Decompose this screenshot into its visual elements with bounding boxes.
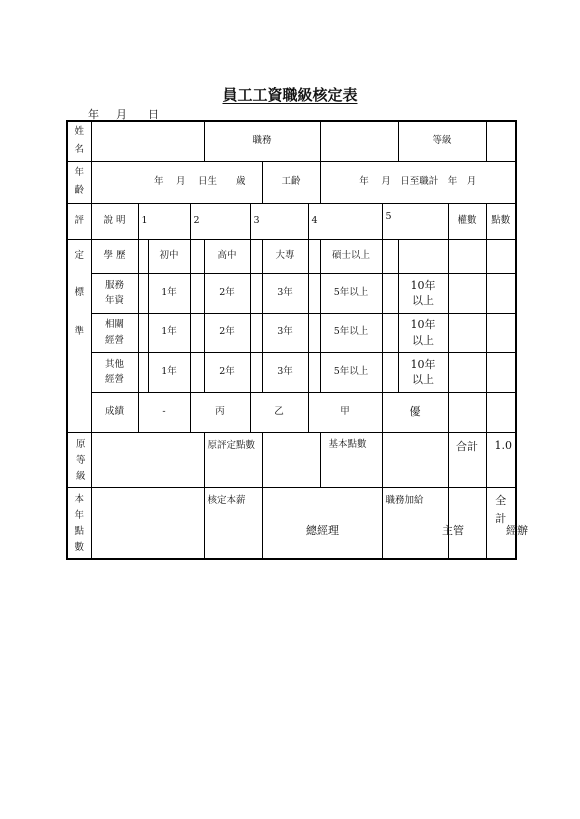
other-box-1[interactable] <box>138 352 148 392</box>
other-points[interactable] <box>486 352 516 392</box>
related-level-3: 3年 <box>262 313 308 352</box>
education-box-2[interactable] <box>190 239 204 273</box>
education-level-1: 初中 <box>148 239 190 273</box>
criteria-side-label-4: 準 <box>67 313 91 352</box>
gm-signature-label: 總經理 <box>306 524 339 537</box>
related-box-5[interactable] <box>382 313 398 352</box>
related-level-5: 10年以上 <box>398 313 448 352</box>
birth-date-text: 年 月 日生 歲 <box>91 161 262 203</box>
education-box-3[interactable] <box>250 239 262 273</box>
related-box-4[interactable] <box>308 313 320 352</box>
service-points[interactable] <box>486 273 516 313</box>
name-field[interactable] <box>91 121 204 161</box>
criteria-header-row <box>67 203 516 239</box>
footer-row-original <box>67 432 516 487</box>
other-exp-label: 其他經營 <box>91 352 138 392</box>
service-box-4[interactable] <box>308 273 320 313</box>
criteria-side-spacer-2 <box>67 392 91 432</box>
other-weight[interactable] <box>448 352 486 392</box>
seniority-text: 年 月 日至職計 年 月 <box>320 161 516 203</box>
performance-level-3: 乙 <box>250 392 308 432</box>
age-label: 年齡 <box>67 161 91 203</box>
service-level-5: 10年以上 <box>398 273 448 313</box>
supervisor-signature-label: 主管 <box>442 524 464 537</box>
criteria-side-label-3: 標 <box>67 273 91 313</box>
related-level-1: 1年 <box>148 313 190 352</box>
position-bonus-label: 職務加給 <box>382 487 448 559</box>
other-level-5: 10年以上 <box>398 352 448 392</box>
education-level-3: 大專 <box>262 239 308 273</box>
other-level-1: 1年 <box>148 352 190 392</box>
service-box-3[interactable] <box>250 273 262 313</box>
education-level-4: 碩士以上 <box>320 239 382 273</box>
weight-header: 權數 <box>448 203 486 239</box>
orig-grade-field[interactable] <box>91 432 204 487</box>
education-level-2: 高中 <box>204 239 250 273</box>
form-date-line: 年 月 日 <box>88 108 159 121</box>
level-5-header: 5 <box>382 203 448 239</box>
related-level-4: 5年以上 <box>320 313 382 352</box>
level-4-header: 4 <box>308 203 382 239</box>
education-label: 學 歷 <box>91 239 138 273</box>
base-points-field[interactable] <box>382 432 448 487</box>
related-box-1[interactable] <box>138 313 148 352</box>
criteria-row-other <box>67 352 516 392</box>
total-label: 合計 <box>448 432 486 487</box>
other-level-3: 3年 <box>262 352 308 392</box>
level-2-header: 2 <box>190 203 250 239</box>
orig-points-label: 原評定點數 <box>204 432 262 487</box>
education-box-5[interactable] <box>382 239 398 273</box>
criteria-side-label-2: 定 <box>67 239 91 273</box>
performance-level-2: 丙 <box>190 392 250 432</box>
position-field[interactable] <box>320 121 398 161</box>
service-level-1: 1年 <box>148 273 190 313</box>
level-1-header: 1 <box>138 203 190 239</box>
related-box-2[interactable] <box>190 313 204 352</box>
position-label: 職務 <box>204 121 320 161</box>
other-box-3[interactable] <box>250 352 262 392</box>
level-3-header: 3 <box>250 203 308 239</box>
service-box-1[interactable] <box>138 273 148 313</box>
salary-grade-form-table <box>66 120 517 560</box>
related-exp-label: 相關經營 <box>91 313 138 352</box>
related-points[interactable] <box>486 313 516 352</box>
points-header: 點數 <box>486 203 516 239</box>
related-level-2: 2年 <box>204 313 250 352</box>
year-points-field[interactable] <box>91 487 204 559</box>
performance-points[interactable] <box>486 392 516 432</box>
service-box-2[interactable] <box>190 273 204 313</box>
criteria-row-performance <box>67 392 516 432</box>
other-box-2[interactable] <box>190 352 204 392</box>
education-level-5 <box>398 239 448 273</box>
performance-weight[interactable] <box>448 392 486 432</box>
service-box-5[interactable] <box>382 273 398 313</box>
performance-level-4: 甲 <box>308 392 382 432</box>
year-points-label: 本年點數 <box>67 487 91 559</box>
total-value: 1.0 <box>486 432 516 487</box>
grade-field[interactable] <box>486 121 516 161</box>
performance-label: 成績 <box>91 392 138 432</box>
other-box-4[interactable] <box>308 352 320 392</box>
performance-level-1: - <box>138 392 190 432</box>
related-weight[interactable] <box>448 313 486 352</box>
orig-grade-label: 原等級 <box>67 432 91 487</box>
other-level-4: 5年以上 <box>320 352 382 392</box>
full-total-label: 全計 <box>486 487 516 559</box>
service-level-3: 3年 <box>262 273 308 313</box>
base-points-label: 基本點數 <box>320 432 382 487</box>
grade-label: 等級 <box>398 121 486 161</box>
performance-level-5: 優 <box>382 392 448 432</box>
other-box-5[interactable] <box>382 352 398 392</box>
orig-points-field[interactable] <box>262 432 320 487</box>
name-label: 姓名 <box>67 121 91 161</box>
header-row-name <box>67 121 516 161</box>
related-box-3[interactable] <box>250 313 262 352</box>
criteria-row-education <box>67 239 516 273</box>
criteria-row-related <box>67 313 516 352</box>
seniority-label: 工齡 <box>262 161 320 203</box>
criteria-row-service <box>67 273 516 313</box>
form-title: 員工工資職級核定表 <box>222 86 358 104</box>
service-weight[interactable] <box>448 273 486 313</box>
service-level-2: 2年 <box>204 273 250 313</box>
approved-salary-label: 核定本薪 <box>204 487 262 559</box>
service-years-label: 服務年資 <box>91 273 138 313</box>
education-weight[interactable] <box>448 239 486 273</box>
criteria-side-spacer-1 <box>67 352 91 392</box>
education-points[interactable] <box>486 239 516 273</box>
handler-signature-label: 經辦 <box>506 524 528 537</box>
service-level-4: 5年以上 <box>320 273 382 313</box>
other-level-2: 2年 <box>204 352 250 392</box>
criteria-side-label-1: 評 <box>67 203 91 239</box>
criteria-desc-label: 說 明 <box>91 203 138 239</box>
education-box-4[interactable] <box>308 239 320 273</box>
header-row-age <box>67 161 516 203</box>
education-box-1[interactable] <box>138 239 148 273</box>
